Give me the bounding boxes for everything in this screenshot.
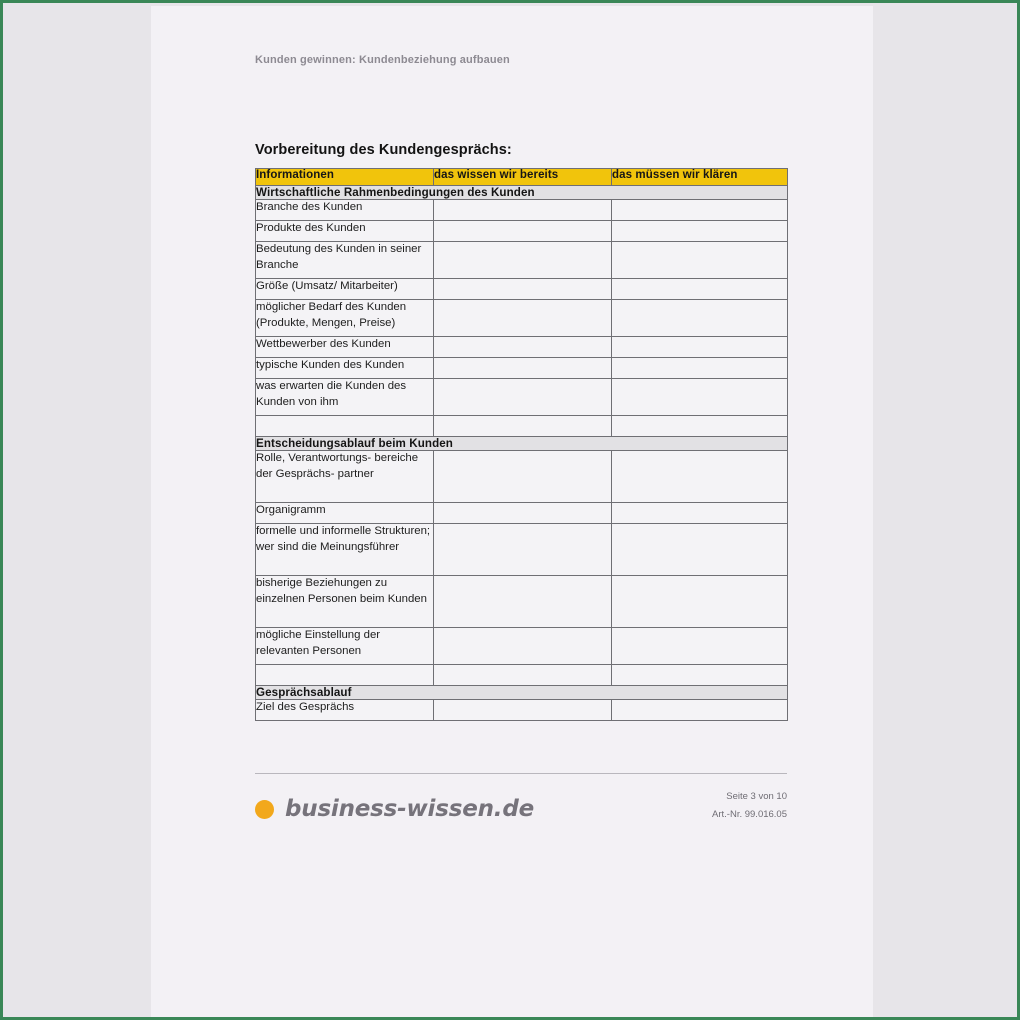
row-label: Ziel des Gesprächs: [256, 700, 434, 721]
table-row: [256, 416, 788, 437]
cell-das-muessen-wir-klaeren[interactable]: [612, 200, 788, 221]
table-row: [256, 576, 788, 628]
row-label: Größe (Umsatz/ Mitarbeiter): [256, 279, 434, 300]
cell-das-wissen-wir-bereits[interactable]: [434, 628, 612, 665]
table-row: [256, 503, 788, 524]
table-row: [256, 628, 788, 665]
row-label: typische Kunden des Kunden: [256, 358, 434, 379]
section-label: Entscheidungsablauf beim Kunden: [256, 437, 788, 451]
table-row: [256, 200, 788, 221]
cell-das-wissen-wir-bereits[interactable]: [434, 242, 612, 279]
footer-meta: [712, 788, 787, 824]
cell-das-wissen-wir-bereits[interactable]: [434, 503, 612, 524]
brand-dot-icon: [255, 800, 274, 819]
row-label: Branche des Kunden: [256, 200, 434, 221]
page-content: [151, 6, 873, 1020]
cell-das-muessen-wir-klaeren[interactable]: [612, 379, 788, 416]
cell-das-wissen-wir-bereits[interactable]: [434, 700, 612, 721]
page-title: Vorbereitung des Kundengesprächs:: [255, 142, 512, 158]
page-number: Seite 3 von 10: [726, 791, 787, 802]
row-label: bisherige Beziehungen zu einzelnen Personen beim Kunden: [256, 576, 434, 628]
cell-das-wissen-wir-bereits[interactable]: [434, 221, 612, 242]
document-page: [151, 6, 873, 1020]
row-label: Organigramm: [256, 503, 434, 524]
row-label: mögliche Einstellung der relevanten Personen: [256, 628, 434, 665]
cell-das-wissen-wir-bereits[interactable]: [434, 279, 612, 300]
row-label: [256, 416, 434, 437]
table-row: [256, 524, 788, 576]
article-number: Art.-Nr. 99.016.05: [712, 809, 787, 820]
cell-das-wissen-wir-bereits[interactable]: [434, 200, 612, 221]
cell-das-muessen-wir-klaeren[interactable]: [612, 628, 788, 665]
table-row: [256, 279, 788, 300]
table-head: [256, 169, 788, 186]
section-label: Gesprächsablauf: [256, 686, 788, 700]
cell-das-muessen-wir-klaeren[interactable]: [612, 416, 788, 437]
cell-das-muessen-wir-klaeren[interactable]: [612, 700, 788, 721]
row-label: formelle und informelle Strukturen; wer sind die Meinungsführer: [256, 524, 434, 576]
table-row: [256, 379, 788, 416]
cell-das-wissen-wir-bereits[interactable]: [434, 524, 612, 576]
cell-das-muessen-wir-klaeren[interactable]: [612, 503, 788, 524]
cell-das-wissen-wir-bereits[interactable]: [434, 451, 612, 503]
row-label: möglicher Bedarf des Kunden (Produkte, Mengen, Preise): [256, 300, 434, 337]
cell-das-wissen-wir-bereits[interactable]: [434, 300, 612, 337]
row-label: Produkte des Kunden: [256, 221, 434, 242]
cell-das-muessen-wir-klaeren[interactable]: [612, 451, 788, 503]
row-label: Rolle, Verantwortungs- bereiche der Gesprächs- partner: [256, 451, 434, 503]
cell-das-wissen-wir-bereits[interactable]: [434, 337, 612, 358]
table-row: [256, 700, 788, 721]
table-row: [256, 665, 788, 686]
running-head: Kunden gewinnen: Kundenbeziehung aufbauen: [255, 54, 510, 66]
brand-logo: [255, 796, 534, 822]
cell-das-muessen-wir-klaeren[interactable]: [612, 279, 788, 300]
table-section-row: [256, 437, 788, 451]
cell-das-muessen-wir-klaeren[interactable]: [612, 242, 788, 279]
table-row: [256, 242, 788, 279]
table-section-row: [256, 686, 788, 700]
table-body: [256, 186, 788, 721]
table-section-row: [256, 186, 788, 200]
column-header-informationen: Informationen: [256, 169, 434, 186]
cell-das-muessen-wir-klaeren[interactable]: [612, 358, 788, 379]
cell-das-muessen-wir-klaeren[interactable]: [612, 337, 788, 358]
brand-name: business-wissen.de: [285, 796, 534, 822]
row-label: Bedeutung des Kunden in seiner Branche: [256, 242, 434, 279]
cell-das-muessen-wir-klaeren[interactable]: [612, 300, 788, 337]
cell-das-muessen-wir-klaeren[interactable]: [612, 524, 788, 576]
column-header-das-muessen-wir-klaeren: das müssen wir klären: [612, 169, 788, 186]
table-row: [256, 358, 788, 379]
row-label: Wettbewerber des Kunden: [256, 337, 434, 358]
preparation-table: [255, 168, 788, 721]
cell-das-muessen-wir-klaeren[interactable]: [612, 665, 788, 686]
column-header-das-wissen-wir-bereits: das wissen wir bereits: [434, 169, 612, 186]
section-label: Wirtschaftliche Rahmenbedingungen des Kunden: [256, 186, 788, 200]
table-row: [256, 451, 788, 503]
cell-das-wissen-wir-bereits[interactable]: [434, 358, 612, 379]
cell-das-wissen-wir-bereits[interactable]: [434, 416, 612, 437]
table-row: [256, 221, 788, 242]
cell-das-wissen-wir-bereits[interactable]: [434, 576, 612, 628]
table-header-row: [256, 169, 788, 186]
table-row: [256, 300, 788, 337]
table-row: [256, 337, 788, 358]
cell-das-muessen-wir-klaeren[interactable]: [612, 576, 788, 628]
row-label: [256, 665, 434, 686]
cell-das-muessen-wir-klaeren[interactable]: [612, 221, 788, 242]
row-label: was erwarten die Kunden des Kunden von ihm: [256, 379, 434, 416]
footer-divider: [255, 773, 787, 774]
cell-das-wissen-wir-bereits[interactable]: [434, 379, 612, 416]
cell-das-wissen-wir-bereits[interactable]: [434, 665, 612, 686]
